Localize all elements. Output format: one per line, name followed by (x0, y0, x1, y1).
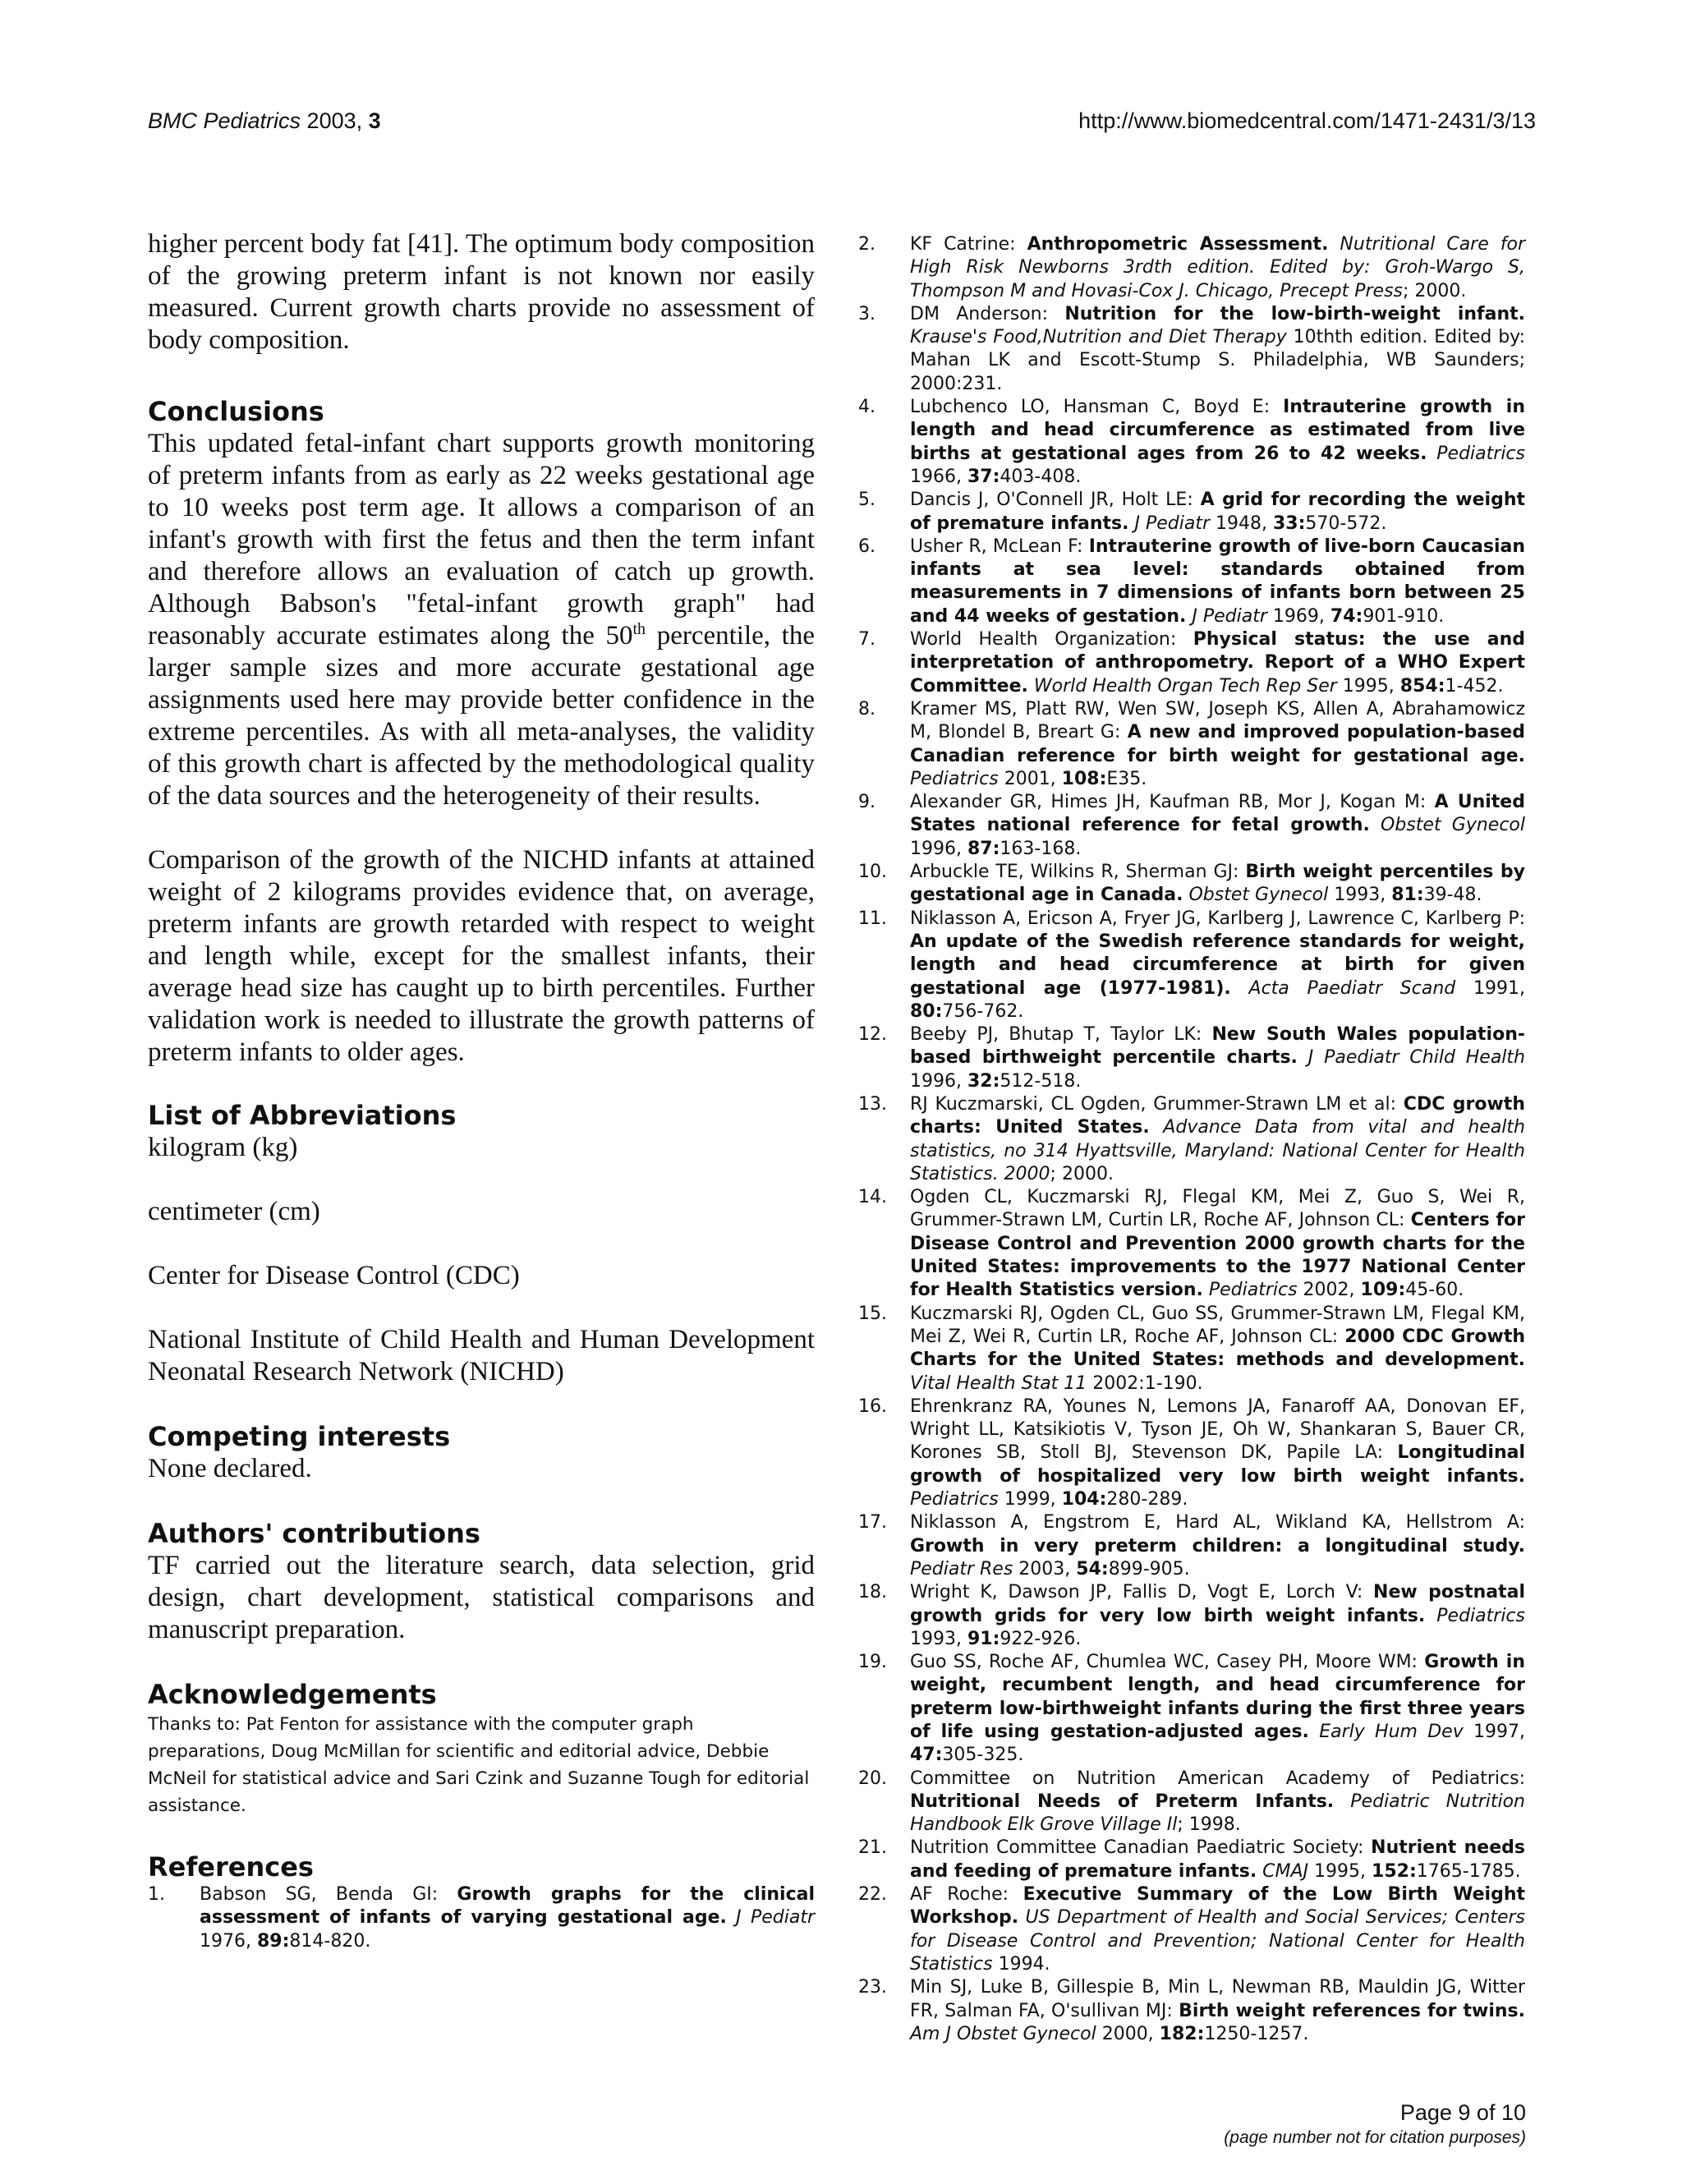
reference-number: 16. (858, 1395, 887, 1417)
reference-title: Physical status: the use and interpretation of anthropometry. Report of a WHO Expert Committee. (910, 629, 1525, 697)
reference-authors: RJ Kuczmarski, CL Ogden, Grummer-Strawn LM et al: (910, 1093, 1404, 1115)
reference-source: Nutritional Care for High Risk Newborns 3rdth edition. Edited by: Groh-Wargo S, Thompson M and Hovasi-Cox J. Chicago, Precept Press (910, 234, 1525, 301)
reference-volume: 89: (256, 1930, 290, 1952)
reference-item (858, 1883, 1525, 1976)
reference-authors: Guo SS, Roche AF, Chumlea WC, Casey PH, Moore WM: (910, 1652, 1425, 1673)
reference-number: 2. (858, 234, 875, 255)
reference-title: Centers for Disease Control and Prevention 2000 growth charts for the United States: improvements to the 1977 National Center for Health Statistics version. (910, 1210, 1525, 1301)
reference-year: 1969, (1266, 605, 1330, 627)
reference-pages: 1250-1257. (1204, 2023, 1309, 2044)
contributions-heading: Authors' contributions (148, 1518, 480, 1549)
reference-item (858, 1976, 1525, 2046)
reference-number: 1. (148, 1884, 165, 1905)
reference-year: ; 1998. (1177, 1814, 1241, 1836)
reference-authors: Kramer MS, Platt RW, Wen SW, Joseph KS, Allen A, Abrahamowicz M, Blondel B, Breart G: (910, 698, 1525, 743)
reference-title: Anthropometric Assessment. (1027, 234, 1329, 255)
reference-title: Intrauterine growth in length and head circumference as estimated from live births at gestational ages from 26 to 42 weeks. (910, 397, 1525, 464)
reference-number: 19. (858, 1652, 887, 1673)
reference-year: 2002:1-190. (1087, 1372, 1203, 1394)
reference-authors: Niklasson A, Engstrom E, Hard AL, Wikland KA, Hellstrom A: (910, 1512, 1525, 1533)
reference-number: 14. (858, 1187, 887, 1208)
reference-authors: Nutrition Committee Canadian Paediatric Society: (910, 1837, 1372, 1859)
conclusions-p1-sup: th (632, 620, 646, 638)
reference-authors: Alexander GR, Himes JH, Kaufman RB, Mor J, Kogan M: (910, 792, 1435, 813)
reference-authors: Dancis J, O'Connell JR, Holt LE: (910, 490, 1201, 511)
reference-pages: 45-60. (1405, 1280, 1464, 1301)
page-footer (1224, 2099, 1526, 2150)
contributions-text: TF carried out the literature search, data selection, grid design, chart development, statistical comparisons and manuscript preparation. (148, 1551, 815, 1644)
competing-interests-text: None declared. (148, 1454, 312, 1483)
conclusions-p1-a: This updated fetal-infant chart supports growth monitoring of preterm infants from as early as 22 weeks gestational age to 10 weeks post term age. It allows a comparison of an infant's growth with first the fetus and then the term infant and therefore allows an evaluation of catch up growth. Although Babson's "fetal-infant growth graph" had reasonably accurate estimates along the 50 (148, 429, 815, 651)
reference-item (858, 908, 1525, 1023)
reference-authors: Niklasson A, Ericson A, Fryer JG, Karlberg J, Lawrence C, Karlberg P: (910, 908, 1525, 929)
reference-authors: Babson SG, Benda GI: (200, 1884, 457, 1905)
journal-name: BMC Pediatrics (148, 108, 301, 133)
reference-authors: Lubchenco LO, Hansman C, Boyd E: (910, 397, 1284, 418)
reference-title: Growth in weight, recumbent length, and head circumference for preterm low-birthweight infants during the first three years of life using gestation-adjusted ages. (910, 1652, 1525, 1742)
reference-number: 11. (858, 908, 887, 929)
reference-item (858, 1768, 1525, 1837)
reference-year: 1995, (1336, 675, 1400, 697)
journal-year: 2003, (301, 108, 369, 133)
reference-pages: 39-48. (1423, 885, 1482, 906)
reference-year: ; 2000. (1050, 1163, 1114, 1184)
reference-number: 3. (858, 303, 875, 324)
reference-pages: 163-168. (1000, 838, 1082, 859)
reference-authors: Kuczmarski RJ, Ogden CL, Guo SS, Grummer-Strawn LM, Flegal KM, Mei Z, Wei R, Curtin LR, Roche AF, Johnson CL: (910, 1303, 1525, 1347)
reference-item (858, 628, 1525, 698)
reference-volume: 91: (967, 1628, 1000, 1649)
reference-year: 1999, (998, 1489, 1062, 1510)
reference-item (858, 489, 1525, 536)
abbreviation-nichd: National Institute of Child Health and Human Development Neonatal Research Network (NICHD) (148, 1325, 815, 1386)
reference-title: Longitudinal growth of hospitalized very low birth weight infants. (910, 1442, 1525, 1487)
reference-pages: 922-926. (1000, 1628, 1082, 1649)
reference-title: A new and improved population-based Canadian reference for birth weight for gestational age. (910, 722, 1525, 766)
reference-item (858, 791, 1525, 861)
reference-pages: 814-820. (289, 1930, 371, 1952)
reference-pages: 901-910. (1363, 605, 1445, 627)
reference-authors: Beeby PJ, Bhutap T, Taylor LK: (910, 1024, 1212, 1046)
reference-source: Pediatric Nutrition Handbook Elk Grove Village Il (910, 1791, 1525, 1836)
abbreviation-cm: centimeter (cm) (148, 1197, 320, 1226)
reference-source: Acta Paediatr Scand (1230, 977, 1456, 999)
reference-source: CMAJ (1257, 1860, 1309, 1882)
reference-volume: 33: (1272, 513, 1306, 534)
reference-source: J Pediatr (1186, 605, 1267, 627)
reference-authors: Ogden CL, Kuczmarski RJ, Flegal KM, Mei Z, Guo S, Wei R, Grummer-Strawn LM, Curtin LR, Roche AF, Johnson CL: (910, 1187, 1525, 1231)
reference-item (858, 396, 1525, 489)
reference-source: Pediatrics (910, 768, 999, 789)
reference-year: 1991, (1455, 977, 1525, 999)
reference-authors: Wright K, Dawson JP, Fallis D, Vogt E, Lorch V: (910, 1582, 1374, 1603)
reference-number: 10. (858, 862, 887, 883)
reference-title: A United States national reference for fetal growth. (910, 792, 1525, 836)
reference-year: 1966, (910, 466, 967, 487)
reference-item (858, 698, 1525, 791)
reference-title: Intrauterine growth of live-born Caucasian infants at sea level: standards obtained from measurements in 7 dimensions of infants born between 25 and 44 weeks of gestation. (910, 536, 1525, 627)
abbreviation-kg: kilogram (kg) (148, 1133, 298, 1162)
reference-volume: 81: (1391, 885, 1424, 906)
reference-item (858, 1837, 1525, 1883)
reference-number: 4. (858, 397, 875, 418)
journal-volume: 3 (368, 108, 381, 133)
acknowledgements-text: Thanks to: Pat Fenton for assistance with the computer graph preparations, Doug McMillan for scientific and editorial advice, Debbie McNeil for statistical advice and Sari Czink and Suzanne Tough for editorial assistance. (148, 1714, 810, 1816)
reference-number: 12. (858, 1024, 887, 1046)
reference-source: Early Hum Dev (1308, 1722, 1464, 1742)
reference-title: CDC growth charts: United States. (910, 1093, 1525, 1138)
reference-item (858, 1303, 1525, 1395)
reference-item (858, 536, 1525, 628)
reference-title: Birth weight references for twins. (1179, 2000, 1525, 2021)
reference-year: 2002, (1297, 1280, 1361, 1301)
reference-authors: Committee on Nutrition American Academy of Pediatrics: (910, 1768, 1525, 1789)
page-header (148, 108, 1536, 141)
reference-year: 1948, (1210, 513, 1273, 534)
conclusions-p1-b: percentile, the larger sample sizes and more accurate gestational age assignments used here may provide better confidence in the extreme percentiles. As with all meta-analyses, the validity of this growth chart is affected by the methodological quality of the data sources and the heterogeneity of their results. (148, 621, 816, 811)
reference-volume: 54: (1076, 1558, 1109, 1579)
reference-volume: 104: (1061, 1489, 1107, 1510)
competing-interests-heading: Competing interests (148, 1421, 451, 1452)
reference-title: Growth in very preterm children: a longitudinal study. (910, 1535, 1525, 1556)
reference-item (858, 233, 1525, 303)
reference-source: Am J Obstet Gynecol (910, 2023, 1096, 2044)
reference-number: 8. (858, 698, 875, 720)
reference-number: 6. (858, 536, 875, 557)
references-heading: References (148, 1851, 314, 1883)
reference-title: New postnatal growth grids for very low birth weight infants. (910, 1582, 1525, 1626)
reference-source: Pediatrics (1427, 443, 1525, 464)
reference-number: 18. (858, 1582, 887, 1603)
reference-volume: 182: (1159, 2023, 1205, 2044)
reference-source: J Pediatr (726, 1907, 816, 1929)
reference-number: 23. (858, 1977, 887, 1998)
reference-year: 1997, (1463, 1722, 1525, 1742)
reference-item (858, 1395, 1525, 1511)
reference-number: 17. (858, 1512, 887, 1533)
page-number: Page 9 of 10 (1399, 2100, 1526, 2125)
reference-authors: Ehrenkranz RA, Younes N, Lemons JA, Fanaroff AA, Donovan EF, Wright LL, Katsikiotis V, Tyson JE, Oh W, Shankaran S, Bauer CR, Korones SB, Stoll BJ, Stevenson DK, Papile LA: (910, 1395, 1525, 1464)
reference-source: Pediatrics (1425, 1605, 1525, 1626)
reference-volume: 47: (910, 1745, 943, 1766)
reference-number: 13. (858, 1093, 887, 1115)
reference-source: Pediatr Res (910, 1558, 1013, 1579)
reference-volume: 87: (967, 838, 1000, 859)
reference-number: 9. (858, 792, 875, 813)
reference-authors: Min SJ, Luke B, Gillespie B, Min L, Newman RB, Mauldin JG, Witter FR, Salman FA, O'sullivan MJ: (910, 1977, 1525, 2021)
journal-url[interactable]: http://www.biomedcentral.com/1471-2431/3/13 (1078, 108, 1536, 133)
reference-item (858, 1093, 1525, 1186)
reference-pages: 899-905. (1108, 1558, 1190, 1579)
reference-item (858, 1651, 1525, 1767)
page-number-note: (page number not for citation purposes) (1224, 2128, 1526, 2147)
reference-title: An update of the Swedish reference standards for weight, length and head circumference at birth for given gestational age (1977-1981). (910, 931, 1525, 999)
reference-number: 21. (858, 1837, 887, 1859)
reference-source: Vital Health Stat 11 (910, 1372, 1087, 1394)
reference-year: 1996, (910, 1070, 967, 1092)
reference-number: 22. (858, 1884, 887, 1906)
references-list-right (858, 233, 1525, 2046)
reference-source: J Pediatr (1128, 513, 1211, 534)
reference-authors: KF Catrine: (910, 234, 1027, 255)
reference-pages: E35. (1106, 768, 1147, 789)
reference-number: 7. (858, 629, 875, 651)
reference-item (858, 1581, 1525, 1651)
reference-title: 2000 CDC Growth Charts for the United States: methods and development. (910, 1326, 1525, 1371)
reference-volume: 109: (1360, 1280, 1406, 1301)
reference-title: Nutritional Needs of Preterm Infants. (910, 1791, 1335, 1812)
reference-source: Advance Data from vital and health statistics, no 314 Hyattsville, Maryland: National Center for Health Statistics. 2000 (910, 1117, 1525, 1184)
reference-volume: 152: (1372, 1860, 1417, 1882)
reference-volume: 74: (1330, 605, 1363, 627)
reference-authors: DM Anderson: (910, 303, 1065, 324)
reference-pages: 305-325. (942, 1745, 1024, 1766)
reference-authors: World Health Organization: (910, 629, 1193, 651)
acknowledgements-heading: Acknowledgements (148, 1679, 437, 1710)
reference-year: ; 2000. (1403, 280, 1467, 301)
reference-source: Krause's Food,Nutrition and Diet Therapy (910, 327, 1287, 348)
conclusions-paragraph-1 (148, 428, 815, 812)
reference-source: Pediatrics (1202, 1280, 1298, 1301)
references-list-left (148, 1883, 815, 1953)
reference-pages: 403-408. (1000, 466, 1082, 487)
reference-year: 2003, (1013, 1558, 1077, 1579)
reference-pages: 1765-1785. (1416, 1860, 1521, 1882)
reference-pages: 280-289. (1106, 1489, 1188, 1510)
reference-title: New South Wales population-based birthweight percentile charts. (910, 1024, 1525, 1069)
reference-year: 1994. (992, 1953, 1050, 1975)
reference-pages: 512-518. (1000, 1070, 1082, 1092)
reference-item (858, 303, 1525, 396)
reference-pages: Mahan LK and Escott-Stump S. Philadelphia, WB Saunders; 2000:231. (910, 350, 1525, 394)
conclusions-heading: Conclusions (148, 396, 324, 427)
reference-year: 2000, (1096, 2023, 1160, 2044)
right-column (858, 233, 1525, 2046)
journal-citation (148, 108, 381, 134)
reference-volume: 108: (1061, 768, 1107, 789)
reference-number: 5. (858, 490, 875, 511)
reference-title: Executive Summary of the Low Birth Weight Workshop. (910, 1884, 1525, 1929)
reference-source: Obstet Gynecol (1183, 885, 1329, 906)
reference-title: Growth graphs for the clinical assessment of infants of varying gestational age. (200, 1884, 815, 1929)
reference-year: 1993, (1328, 885, 1392, 906)
reference-pages: 756-762. (942, 1000, 1024, 1022)
reference-volume: 80: (910, 1000, 943, 1022)
reference-item (858, 861, 1525, 908)
reference-authors: Usher R, McLean F: (910, 536, 1089, 557)
reference-year: 2001, (998, 768, 1062, 789)
reference-pages: 1-452. (1445, 675, 1504, 697)
reference-year: 1996, (910, 838, 967, 859)
reference-volume: 32: (967, 1070, 1000, 1092)
reference-volume: 854: (1399, 675, 1445, 697)
reference-source: J Paediatr Child Health (1297, 1047, 1525, 1069)
intro-paragraph: higher percent body fat [41]. The optimum body composition of the growing preterm infant is not known nor easily measured. Current growth charts provide no assessment of body composition. (148, 229, 815, 355)
reference-title: Birth weight percentiles by gestational age in Canada. (910, 862, 1526, 906)
reference-item (148, 1883, 815, 1953)
conclusions-paragraph-2: Comparison of the growth of the NICHD infants at attained weight of 2 kilograms provides evidence that, on average, preterm infants are growth retarded with respect to weight and length while, except for the smallest infants, their average head size has caught up to birth percentiles. Further validation work is needed to illustrate the growth patterns of preterm infants to older ages. (148, 845, 815, 1067)
reference-source: World Health Organ Tech Rep Ser (1027, 675, 1337, 697)
reference-year: 10thth edition. Edited by: (1286, 327, 1525, 348)
reference-source: Pediatrics (910, 1489, 999, 1510)
reference-authors: AF Roche: (910, 1884, 1023, 1906)
reference-year: 1976, (200, 1930, 257, 1952)
abbreviation-cdc: Center for Disease Control (CDC) (148, 1261, 520, 1290)
reference-item (858, 1023, 1525, 1093)
left-column (148, 228, 815, 1953)
reference-number: 20. (858, 1768, 887, 1789)
reference-year: 1993, (910, 1628, 967, 1649)
reference-title: Nutrient needs and feeding of premature infants. (910, 1837, 1525, 1882)
reference-title: Nutrition for the low-birth-weight infant. (1064, 303, 1525, 324)
reference-authors: Arbuckle TE, Wilkins R, Sherman GJ: (910, 862, 1246, 883)
reference-pages: 570-572. (1305, 513, 1387, 534)
abbreviations-heading: List of Abbreviations (148, 1100, 457, 1131)
reference-volume: 37: (967, 466, 1000, 487)
reference-number: 15. (858, 1303, 887, 1324)
reference-item (858, 1511, 1525, 1581)
reference-year: 1995, (1308, 1860, 1372, 1882)
reference-title: A grid for recording the weight of premature infants. (910, 490, 1526, 534)
reference-source: Obstet Gynecol (1369, 815, 1525, 836)
reference-source: US Department of Health and Social Services; Centers for Disease Control and Prevention; National Center for Health Statistics (910, 1907, 1525, 1975)
reference-item (858, 1186, 1525, 1302)
